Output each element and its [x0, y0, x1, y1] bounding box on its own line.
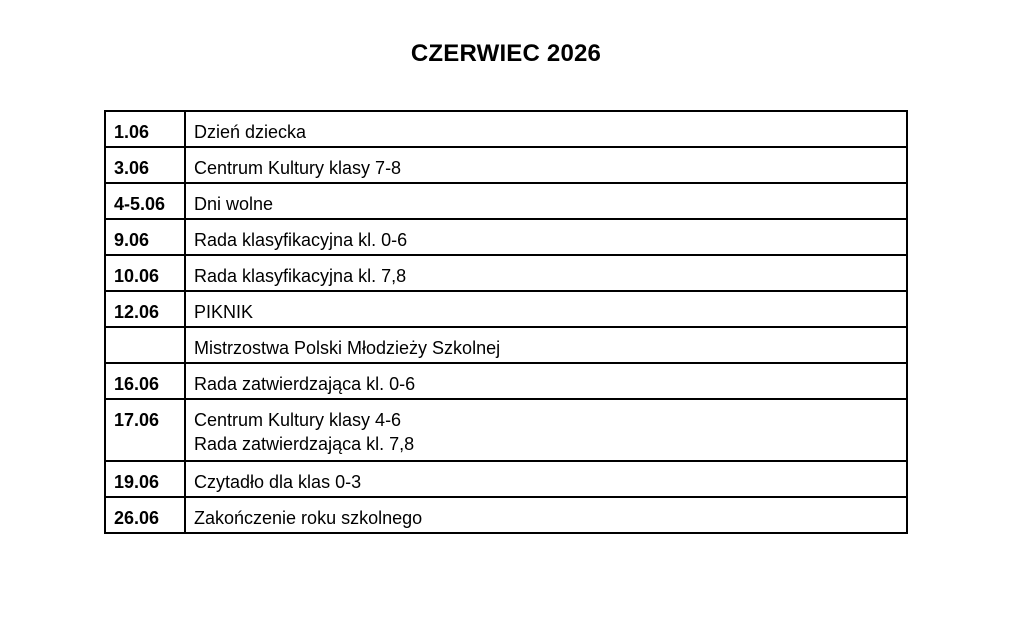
event-cell	[185, 327, 907, 363]
event-cell	[185, 291, 907, 327]
event-text: Centrum Kultury klasy 4-6	[194, 410, 402, 430]
schedule-table	[104, 110, 908, 534]
date-cell: 26.06	[105, 497, 185, 533]
event-cell	[185, 219, 907, 255]
event-cell	[185, 111, 907, 147]
event-cell	[185, 255, 907, 291]
table-row	[105, 147, 907, 183]
date-cell: 3.06	[105, 147, 185, 183]
event-text: Centrum Kultury klasy 7-8	[194, 158, 402, 178]
date-cell	[105, 327, 185, 363]
event-text: Czytadło dla klas 0-3	[194, 472, 362, 492]
event-text: Dni wolne	[194, 194, 274, 214]
event-text: PIKNIK	[194, 302, 254, 322]
event-cell	[185, 497, 907, 533]
table-row	[105, 497, 907, 533]
event-text: Rada klasyfikacyjna kl. 0-6	[194, 230, 408, 250]
event-cell	[185, 363, 907, 399]
table-row	[105, 461, 907, 497]
event-text: Rada klasyfikacyjna kl. 7,8	[194, 266, 407, 286]
event-text: Zakończenie roku szkolnego	[194, 508, 423, 528]
event-text: Rada zatwierdzająca kl. 0-6	[194, 374, 416, 394]
date-cell: 17.06	[105, 399, 185, 461]
event-cell	[185, 461, 907, 497]
date-cell: 16.06	[105, 363, 185, 399]
date-cell: 12.06	[105, 291, 185, 327]
table-row	[105, 327, 907, 363]
table-row	[105, 291, 907, 327]
date-cell: 9.06	[105, 219, 185, 255]
table-row	[105, 219, 907, 255]
date-cell: 4-5.06	[105, 183, 185, 219]
event-text: Dzień dziecka	[194, 122, 307, 142]
date-cell: 19.06	[105, 461, 185, 497]
date-cell: 1.06	[105, 111, 185, 147]
table-row	[105, 183, 907, 219]
table-row	[105, 255, 907, 291]
event-cell	[185, 183, 907, 219]
date-cell: 10.06	[105, 255, 185, 291]
page-title: CZERWIEC 2026	[410, 40, 602, 67]
event-cell	[185, 399, 907, 461]
table-row	[105, 363, 907, 399]
event-text: Mistrzostwa Polski Młodzieży Szkolnej	[194, 338, 501, 358]
event-cell	[185, 147, 907, 183]
event-text: Rada zatwierdzająca kl. 7,8	[194, 434, 415, 454]
table-row	[105, 399, 907, 461]
table-row	[105, 111, 907, 147]
